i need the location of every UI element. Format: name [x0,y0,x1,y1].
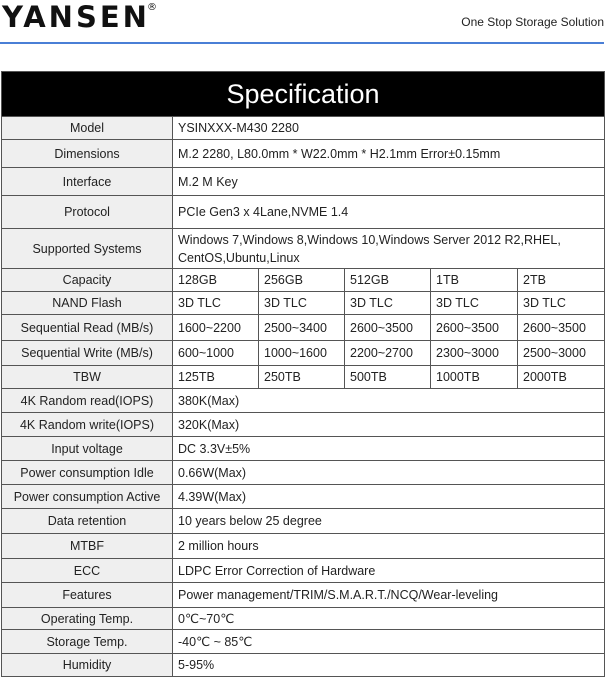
capacity-cell: 1000TB [431,366,518,389]
capacity-cell: 500TB [345,366,431,389]
row-label: Sequential Write (MB/s) [2,341,173,366]
capacity-cell: 125TB [173,366,259,389]
capacity-cell: 128GB [173,269,259,292]
spec-row [2,196,605,229]
spec-row [2,140,605,168]
capacity-cell: 1000~1600 [259,341,345,366]
row-label: ECC [2,559,173,583]
row-value: PCIe Gen3 x 4Lane,NVME 1.4 [173,196,605,229]
spec-row [2,229,605,269]
spec-table [1,71,605,677]
row-label: Operating Temp. [2,608,173,630]
spec-row [2,583,605,608]
capacity-cell: 2600~3500 [345,315,431,341]
spec-row [2,485,605,509]
capacity-cell: 3D TLC [345,292,431,315]
spec-row [2,534,605,559]
row-label: Supported Systems [2,229,173,269]
spec-row [2,509,605,534]
row-label: Power consumption Idle [2,461,173,485]
page-header [0,0,608,44]
row-label: NAND Flash [2,292,173,315]
capacity-cell: 2TB [518,269,605,292]
row-label: Dimensions [2,140,173,168]
spec-row [2,461,605,485]
row-value: DC 3.3V±5% [173,437,605,461]
capacity-cell: 600~1000 [173,341,259,366]
row-label: Capacity [2,269,173,292]
registered-mark: ® [147,2,157,13]
value-line: Windows 7,Windows 8,Windows 10,Windows Server 2012 R2,RHEL, [178,232,561,247]
capacity-cell: 2200~2700 [345,341,431,366]
spec-title: Specification [2,72,605,117]
brand-logo: YANSEN [2,0,150,34]
row-value: M.2 2280, L80.0mm * W22.0mm * H2.1mm Error±0.15mm [173,140,605,168]
row-value: 4.39W(Max) [173,485,605,509]
row-value [173,229,605,269]
capacity-cell: 2000TB [518,366,605,389]
capacity-cell: 1TB [431,269,518,292]
row-value: -40℃ ~ 85℃ [173,630,605,654]
row-label: 4K Random read(IOPS) [2,389,173,413]
spec-row [2,168,605,196]
row-label: MTBF [2,534,173,559]
row-label: Interface [2,168,173,196]
capacity-cell: 2500~3000 [518,341,605,366]
row-value: LDPC Error Correction of Hardware [173,559,605,583]
row-label: 4K Random write(IOPS) [2,413,173,437]
spec-row [2,654,605,677]
row-label: Model [2,117,173,140]
title-row [2,72,605,117]
value-line: CentOS,Ubuntu,Linux [178,250,300,265]
row-label: Sequential Read (MB/s) [2,315,173,341]
capacity-cell: 3D TLC [431,292,518,315]
row-value: 10 years below 25 degree [173,509,605,534]
row-label: Input voltage [2,437,173,461]
capacity-cell: 2500~3400 [259,315,345,341]
capacity-row [2,292,605,315]
row-value: 0℃~70℃ [173,608,605,630]
row-value: M.2 M Key [173,168,605,196]
capacity-cell: 250TB [259,366,345,389]
row-label: Protocol [2,196,173,229]
capacity-row [2,366,605,389]
row-value: Power management/TRIM/S.M.A.R.T./NCQ/Wear-leveling [173,583,605,608]
spec-row [2,413,605,437]
spec-row [2,389,605,413]
capacity-cell: 2600~3500 [518,315,605,341]
capacity-cell: 2300~3000 [431,341,518,366]
row-label: Storage Temp. [2,630,173,654]
row-label: TBW [2,366,173,389]
spec-row [2,608,605,630]
capacity-cell: 3D TLC [173,292,259,315]
capacity-cell: 3D TLC [518,292,605,315]
row-value: 0.66W(Max) [173,461,605,485]
row-value: YSINXXX-M430 2280 [173,117,605,140]
header-divider [0,42,604,44]
row-value: 5-95% [173,654,605,677]
capacity-cell: 3D TLC [259,292,345,315]
capacity-row [2,315,605,341]
row-label: Features [2,583,173,608]
capacity-row [2,269,605,292]
row-value: 320K(Max) [173,413,605,437]
spec-row [2,630,605,654]
tagline: One Stop Storage Solution [461,15,604,29]
capacity-cell: 2600~3500 [431,315,518,341]
capacity-cell: 512GB [345,269,431,292]
capacity-cell: 1600~2200 [173,315,259,341]
row-label: Humidity [2,654,173,677]
row-value: 380K(Max) [173,389,605,413]
row-label: Power consumption Active [2,485,173,509]
capacity-row [2,341,605,366]
row-label: Data retention [2,509,173,534]
spec-row [2,437,605,461]
spec-row [2,559,605,583]
row-value: 2 million hours [173,534,605,559]
capacity-cell: 256GB [259,269,345,292]
spec-row [2,117,605,140]
